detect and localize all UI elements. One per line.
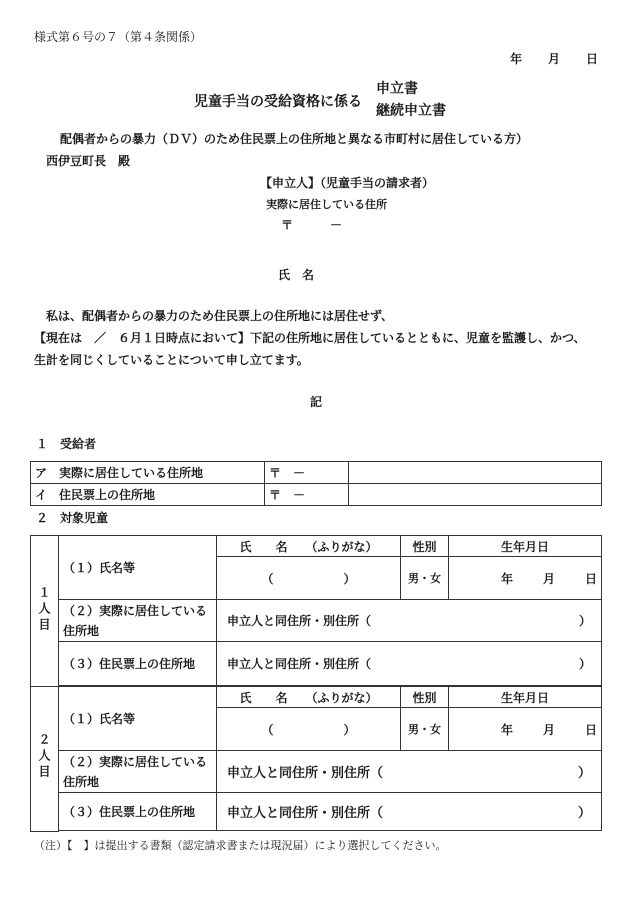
title-main: 児童手当の受給資格に係る xyxy=(194,94,362,110)
child2-registered-field[interactable]: 申立人と同住所・別住所（ ） xyxy=(217,793,602,831)
children-table xyxy=(30,535,602,832)
recipient-actual-address-postal[interactable]: 〒 － xyxy=(265,462,349,484)
furigana-open: （ xyxy=(261,722,274,737)
table-row xyxy=(31,462,602,484)
title-option-continuation: 継続申立書 xyxy=(376,103,446,119)
furigana-close: ） xyxy=(343,571,356,586)
recipient-registered-address-label: イ 住民票上の住所地 xyxy=(31,484,265,506)
child1-sex-field[interactable]: 男・女 xyxy=(401,557,449,600)
child1-sex-header: 性別 xyxy=(401,536,449,557)
date-year: 年 xyxy=(510,52,523,66)
child1-dob-field[interactable]: 年 月 日 xyxy=(449,557,602,600)
recipient-registered-address-value[interactable] xyxy=(349,484,602,506)
child2-residence-field[interactable]: 申立人と同住所・別住所（ ） xyxy=(217,751,602,793)
applicant-name-label: 氏 名 xyxy=(278,268,315,282)
table-row xyxy=(31,600,602,642)
table-row xyxy=(31,642,602,686)
child1-name-label: （１）氏名等 xyxy=(59,536,217,600)
child1-count-label: １人目 xyxy=(31,536,59,687)
child2-dob-header: 生年月日 xyxy=(449,687,602,708)
applicant-heading: 【申立人】（児童手当の請求者） xyxy=(260,176,435,190)
statement-line-3: 生計を同じくしていることについて申し立てます。 xyxy=(34,353,309,367)
table-row xyxy=(31,687,602,708)
child1-registered-field[interactable]: 申立人と同住所・別住所（ ） xyxy=(217,642,602,686)
child1-registered-label: （３）住民票上の住所地 xyxy=(59,642,217,686)
footnote: （注）【 】は提出する書類（認定請求書または現況届）により選択してください。 xyxy=(34,839,447,852)
child2-name-field[interactable] xyxy=(217,708,401,751)
recipient-actual-address-value[interactable] xyxy=(349,462,602,484)
date-day: 日 xyxy=(586,52,599,66)
statement-line-1: 私は、配偶者からの暴力のため住民票上の住所地には居住せず、 xyxy=(46,309,394,323)
addressee: 西伊豆町長 殿 xyxy=(46,154,131,168)
furigana-open: （ xyxy=(261,571,274,586)
table-row xyxy=(31,751,602,793)
child2-sex-header: 性別 xyxy=(401,687,449,708)
child2-residence-label: （２）実際に居住している 住所地 xyxy=(59,751,217,793)
form-label: 様式第６号の７（第４条関係） xyxy=(34,30,203,44)
table-row xyxy=(31,484,602,506)
section1-title: １ 受給者 xyxy=(36,437,97,451)
applicant-postal-dash: － xyxy=(330,218,343,232)
child2-name-label: （１）氏名等 xyxy=(59,687,217,751)
child1-residence-label: （２）実際に居住している 住所地 xyxy=(59,600,217,642)
section2-title: ２ 対象児童 xyxy=(36,511,109,525)
furigana-close: ） xyxy=(343,722,356,737)
recipient-registered-address-postal[interactable]: 〒 － xyxy=(265,484,349,506)
child2-dob-field[interactable]: 年 月 日 xyxy=(449,708,602,751)
child2-count-label: ２人目 xyxy=(31,687,59,832)
child2-name-header: 氏 名 （ふりがな） xyxy=(217,687,401,708)
table-row xyxy=(31,793,602,831)
child1-dob-header: 生年月日 xyxy=(449,536,602,557)
applicant-address-label: 実際に居住している住所 xyxy=(266,198,387,211)
child2-sex-field[interactable]: 男・女 xyxy=(401,708,449,751)
child1-name-field[interactable] xyxy=(217,557,401,600)
title-option-application: 申立書 xyxy=(376,81,418,97)
applicant-postal-mark: 〒 xyxy=(281,218,294,232)
subtitle: 配偶者からの暴力（ＤＶ）のため住民票上の住所地と異なる市町村に居住している方） xyxy=(60,132,529,146)
child1-residence-field[interactable]: 申立人と同住所・別住所（ ） xyxy=(217,600,602,642)
ki-mark: 記 xyxy=(310,395,323,409)
recipient-table xyxy=(30,461,602,506)
child1-name-header: 氏 名 （ふりがな） xyxy=(217,536,401,557)
child2-registered-label: （３）住民票上の住所地 xyxy=(59,793,217,831)
table-row xyxy=(31,536,602,557)
date-month: 月 xyxy=(548,52,561,66)
statement-line-2: 【現在は ／ ６月１日時点において】下記の住所地に居住しているとともに、児童を監護し、かつ、 xyxy=(34,331,586,345)
recipient-actual-address-label: ア 実際に居住している住所地 xyxy=(31,462,265,484)
